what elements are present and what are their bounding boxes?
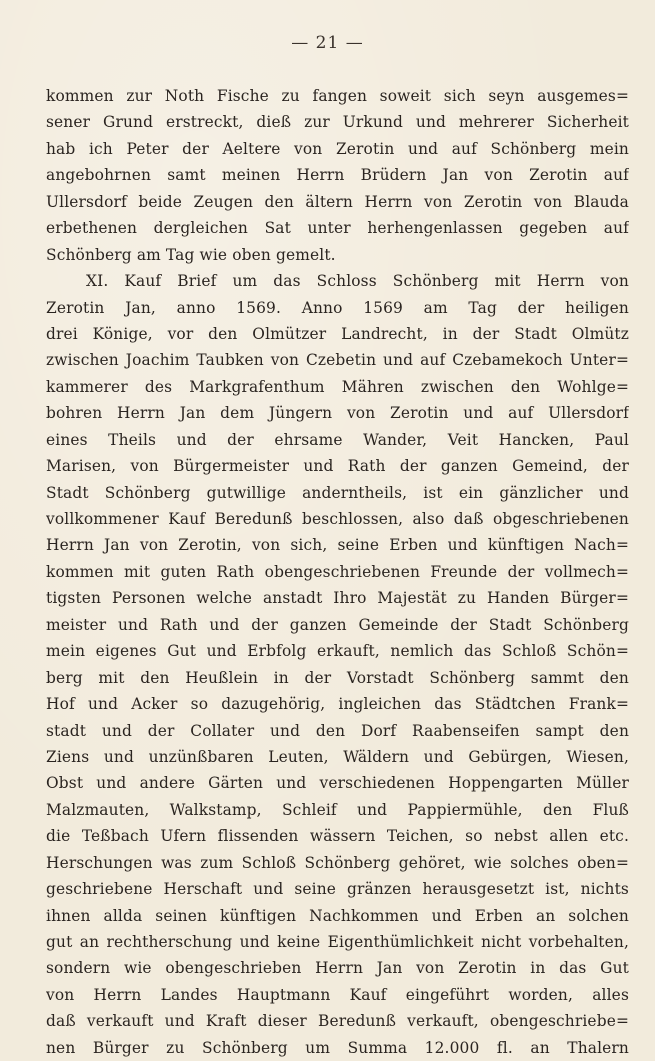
text-line: stadt und der Collater und den Dorf Raabenseifen sampt den [46, 721, 629, 740]
text-line: angebohrnen samt meinen Herrn Brüdern Jan von Zerotin auf [46, 166, 629, 185]
text-line: eines Theils und der ehrsame Wander, Veit Hancken, Paul [46, 430, 629, 449]
page-number: — 21 — [291, 33, 364, 53]
text-line: kommen zur Noth Fische zu fangen soweit sich seyn ausgemes= [46, 87, 629, 105]
text-line: gut an rechtherschung und keine Eigenthümlichkeit nicht vorbehalten, [46, 933, 629, 951]
text-line: bohren Herrn Jan dem Jüngern von Zerotin und auf Ullersdorf [46, 404, 629, 423]
text-line: mein eigenes Gut und Erbfolg erkauft, nemlich das Schloß Schön= [46, 642, 629, 661]
text-line: Malzmauten, Walkstamp, Schleif und Pappiermühle, den Fluß [46, 800, 629, 819]
text-line: die Teßbach Ufern flissenden wässern Teichen, so nebst allen etc. [46, 827, 629, 846]
text-line: erbethenen dergleichen Sat unter herhengenlassen gegeben auf [46, 219, 629, 238]
text-line: tigsten Personen welche anstadt Ihro Majestät zu Handen Bürger= [46, 589, 629, 608]
text-line: nen Bürger zu Schönberg um Summa 12.000 fl. an Thalern [46, 1038, 629, 1057]
body-text [46, 83, 629, 1061]
text-line: daß verkauft und Kraft dieser Beredunß verkauft, obengeschriebe= [46, 1012, 629, 1031]
text-line: meister und Rath und der ganzen Gemeinde der Stadt Schönberg [46, 615, 629, 634]
text-line: zwischen Joachim Taubken von Czebetin und auf Czebamekoch Unter= [46, 351, 629, 370]
text-line: sener Grund erstreckt, dieß zur Urkund und mehrerer Sicherheit [46, 113, 629, 132]
text-line: Zerotin Jan, anno 1569. Anno 1569 am Tag der heiligen [46, 298, 629, 317]
text-line: Hof und Acker so dazugehörig, ingleichen das Städtchen Frank= [46, 695, 629, 714]
text-line: berg mit den Heußlein in der Vorstadt Schönberg sammt den [46, 668, 629, 687]
text-line: sondern wie obengeschrieben Herrn Jan von Zerotin in das Gut [46, 959, 629, 978]
text-line: Ziens und unzünßbaren Leuten, Wäldern und Gebürgen, Wiesen, [46, 747, 629, 766]
text-line: drei Könige, vor den Olmützer Landrecht, in der Stadt Olmütz [46, 324, 629, 343]
text-line: hab ich Peter der Aeltere von Zerotin und auf Schönberg mein [46, 139, 629, 158]
section-heading-line: XI. Kauf Brief um das Schloss Schönberg mit Herrn von [86, 272, 629, 291]
text-line: Herschungen was zum Schloß Schönberg gehöret, wie solches oben= [46, 853, 629, 872]
text-line: Stadt Schönberg gutwillige anderntheils, ist ein gänzlicher und [46, 483, 629, 502]
text-line: geschriebene Herschaft und seine gränzen herausgesetzt ist, nichts [46, 880, 629, 899]
text-line: kommen mit guten Rath obengeschriebenen Freunde der vollmech= [46, 562, 629, 581]
text-line: kammerer des Markgrafenthum Mähren zwischen den Wohlge= [46, 377, 629, 396]
text-line: Obst und andere Gärten und verschiedenen Hoppengarten Müller [46, 774, 629, 793]
text-line: Ullersdorf beide Zeugen den ältern Herrn von Zerotin von Blauda [46, 192, 629, 211]
text-line: vollkommener Kauf Beredunß beschlossen, also daß obgeschriebenen [46, 510, 629, 528]
text-line: Herrn Jan von Zerotin, von sich, seine Erben und künftigen Nach= [46, 536, 629, 555]
text-line: Schönberg am Tag wie oben gemelt. [46, 245, 336, 264]
text-line: ihnen allda seinen künftigen Nachkommen und Erben an solchen [46, 906, 629, 925]
text-line: von Herrn Landes Hauptmann Kauf eingeführt worden, alles [46, 985, 629, 1004]
text-line: Marisen, von Bürgermeister und Rath der ganzen Gemeind, der [46, 457, 629, 476]
